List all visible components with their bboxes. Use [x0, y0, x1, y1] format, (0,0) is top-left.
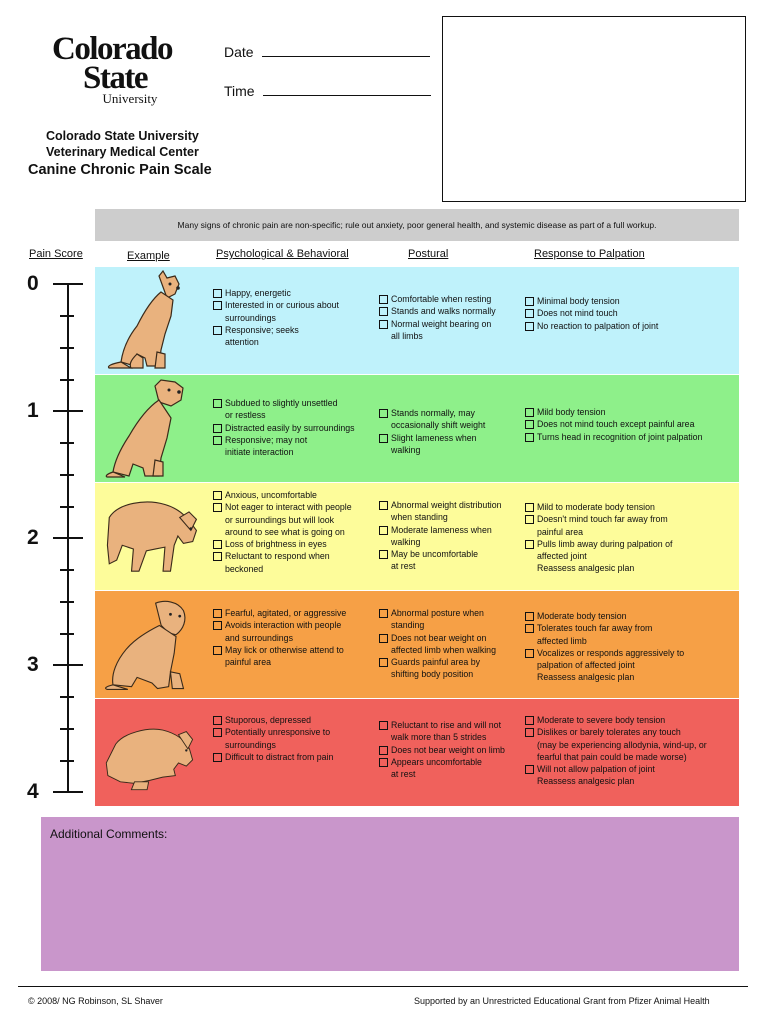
psych-item	[213, 739, 377, 751]
psych-item-text: Potentially unresponsive to	[225, 727, 331, 738]
page-title: Canine Chronic Pain Scale	[28, 162, 212, 178]
pain-band-0	[95, 267, 739, 374]
ruler-minor-tick	[60, 442, 74, 444]
palpation-item-text: Tolerates touch far away from	[537, 623, 653, 634]
palpation-list-4	[525, 714, 735, 788]
checkbox-icon[interactable]	[525, 503, 534, 512]
checkbox-icon[interactable]	[525, 728, 534, 737]
postural-item[interactable]	[379, 632, 525, 644]
checkbox-icon[interactable]	[379, 721, 388, 730]
postural-item[interactable]	[379, 656, 525, 668]
postural-item-text: affected limb when walking	[391, 644, 496, 655]
postural-item-text: Normal weight bearing on	[391, 318, 492, 329]
postural-list-2	[379, 499, 525, 573]
checkbox-icon[interactable]	[213, 552, 222, 561]
postural-item[interactable]	[379, 305, 525, 317]
pain-band-2	[95, 483, 739, 590]
palpation-item[interactable]	[525, 714, 735, 726]
checkbox-icon[interactable]	[213, 728, 222, 737]
psych-list-0	[213, 287, 377, 348]
checkbox-icon[interactable]	[379, 409, 388, 418]
psych-item[interactable]	[213, 726, 377, 738]
psych-item-text: and surroundings	[225, 632, 293, 643]
palpation-item-text: Mild to moderate body tension	[537, 502, 655, 512]
ruler-minor-tick	[60, 696, 74, 698]
header-psych: Psychological & Behavioral	[216, 248, 349, 260]
date-line[interactable]	[262, 56, 430, 57]
psych-list-2	[213, 489, 377, 575]
ruler-major-tick	[53, 664, 83, 666]
postural-item	[379, 668, 525, 680]
postural-item-text: walking	[391, 536, 421, 547]
checkbox-icon[interactable]	[213, 326, 222, 335]
palpation-item[interactable]	[525, 610, 735, 622]
psych-item[interactable]	[213, 324, 377, 336]
palpation-item-text: Moderate body tension	[537, 611, 627, 621]
postural-item-text: Stands and walks normally	[391, 306, 496, 317]
csu-logo	[42, 31, 182, 106]
subdued-dog-illustration	[100, 378, 202, 478]
postural-item[interactable]	[379, 756, 525, 768]
checkbox-icon[interactable]	[213, 289, 222, 298]
palpation-item[interactable]	[525, 295, 735, 307]
postural-list-1	[379, 407, 525, 456]
pain-band-4	[95, 699, 739, 806]
psych-item-text: Responsive; seeks	[225, 324, 299, 335]
checkbox-icon[interactable]	[379, 658, 388, 667]
palpation-item-text: Doesn't mind touch far away from	[537, 514, 668, 525]
additional-comments-box[interactable]	[41, 817, 739, 971]
postural-item-text: Reluctant to rise and will not	[391, 720, 502, 730]
anxious-dog-illustration	[100, 486, 202, 586]
additional-comments-label: Additional Comments:	[50, 827, 168, 841]
palpation-item-text: Reassess analgesic plan	[537, 776, 635, 787]
psych-item-text: Fearful, agitated, or aggressive	[225, 608, 347, 618]
postural-item-text: occasionally shift weight	[391, 420, 486, 431]
postural-item-text: Abnormal weight distribution	[391, 500, 502, 510]
checkbox-icon[interactable]	[379, 501, 388, 510]
checkbox-icon[interactable]	[525, 515, 534, 524]
palpation-item[interactable]	[525, 647, 735, 659]
psych-item-text: Not eager to interact with people	[225, 502, 352, 513]
postural-item-text: standing	[391, 620, 425, 631]
postural-item[interactable]	[379, 293, 525, 305]
psych-item-text: initiate interaction	[225, 447, 294, 458]
checkbox-icon[interactable]	[525, 649, 534, 658]
postural-item[interactable]	[379, 607, 525, 619]
palpation-list-3	[525, 610, 735, 684]
psych-item[interactable]	[213, 422, 377, 434]
postural-item-text: Appears uncomfortable	[391, 756, 482, 767]
postural-item-text: walk more than 5 strides	[391, 732, 487, 743]
time-label: Time	[224, 83, 255, 99]
palpation-item-text: affected joint	[537, 551, 587, 562]
checkbox-icon[interactable]	[525, 540, 534, 549]
postural-item-text: Abnormal posture when	[391, 608, 484, 618]
pain-score-3: 3	[27, 653, 39, 676]
footer-divider	[18, 986, 748, 987]
palpation-item-text: palpation of affected joint	[537, 660, 635, 671]
ruler-minor-tick	[60, 728, 74, 730]
postural-item	[379, 644, 525, 656]
organization	[46, 128, 199, 160]
palpation-item	[525, 550, 735, 562]
palpation-item[interactable]	[525, 418, 735, 430]
psych-item-text: attention	[225, 337, 259, 348]
postural-item-text: when standing	[391, 512, 448, 523]
palpation-item[interactable]	[525, 513, 735, 525]
date-label: Date	[224, 44, 254, 60]
ruler-minor-tick	[60, 474, 74, 476]
palpation-item[interactable]	[525, 622, 735, 634]
postural-item-text: Slight lameness when	[391, 432, 477, 443]
postural-item-text: Moderate lameness when	[391, 524, 492, 535]
org-name: Colorado State University	[46, 129, 199, 143]
psych-item	[213, 514, 377, 526]
palpation-list-0	[525, 295, 735, 332]
postural-item	[379, 731, 525, 743]
psych-list-1	[213, 397, 377, 458]
psych-item-text: or surroundings but will look	[225, 514, 335, 525]
palpation-item[interactable]	[525, 307, 735, 319]
psych-item-text: Distracted easily by surroundings	[225, 422, 355, 433]
palpation-item	[525, 751, 735, 763]
psych-item-text: Difficult to distract from pain	[225, 751, 334, 762]
psych-item[interactable]	[213, 397, 377, 409]
pain-score-2: 2	[27, 526, 39, 549]
palpation-item-text: Reassess analgesic plan	[537, 672, 635, 683]
psych-item[interactable]	[213, 714, 377, 726]
org-center: Veterinary Medical Center	[46, 145, 199, 159]
checkbox-icon[interactable]	[379, 526, 388, 535]
palpation-item	[525, 671, 735, 683]
checkbox-icon[interactable]	[525, 420, 534, 429]
checkbox-icon[interactable]	[213, 753, 222, 762]
fearful-dog-illustration	[100, 594, 202, 694]
psych-item-text: Reluctant to respond when	[225, 551, 330, 562]
checkbox-icon[interactable]	[525, 716, 534, 725]
psych-item-text: Happy, energetic	[225, 288, 291, 298]
postural-item-text: Does not bear weight on	[391, 632, 487, 643]
palpation-item[interactable]	[525, 538, 735, 550]
pain-band-3	[95, 591, 739, 698]
psych-item-text: Interested in or curious about	[225, 300, 339, 311]
ruler-major-tick	[53, 410, 83, 412]
postural-item-text: Stands normally, may	[391, 408, 475, 418]
palpation-item[interactable]	[525, 763, 735, 775]
palpation-item	[525, 739, 735, 751]
postural-item	[379, 511, 525, 523]
postural-item[interactable]	[379, 499, 525, 511]
psych-item[interactable]	[213, 644, 377, 656]
postural-item-text: Comfortable when resting	[391, 294, 492, 304]
psych-item[interactable]	[213, 501, 377, 513]
postural-list-3	[379, 607, 525, 681]
checkbox-icon[interactable]	[213, 609, 222, 618]
psych-item	[213, 446, 377, 458]
checkbox-icon[interactable]	[525, 408, 534, 417]
palpation-item	[525, 562, 735, 574]
checkbox-icon[interactable]	[379, 634, 388, 643]
header-postural: Postural	[408, 248, 449, 260]
psych-item[interactable]	[213, 751, 377, 763]
postural-list-0	[379, 293, 525, 342]
postural-item[interactable]	[379, 719, 525, 731]
psych-item[interactable]	[213, 434, 377, 446]
psych-item-text: beckoned	[225, 563, 264, 574]
postural-item	[379, 619, 525, 631]
psych-item	[213, 656, 377, 668]
postural-item	[379, 768, 525, 780]
palpation-item-text: Dislikes or barely tolerates any touch	[537, 727, 681, 738]
postural-item-text: walking	[391, 444, 421, 455]
psych-item-text: Anxious, uncomfortable	[225, 490, 317, 500]
checkbox-icon[interactable]	[213, 436, 222, 445]
palpation-item[interactable]	[525, 406, 735, 418]
checkbox-icon[interactable]	[379, 295, 388, 304]
ruler-minor-tick	[60, 760, 74, 762]
postural-item-text: Does not bear weight on limb	[391, 744, 505, 755]
palpation-item-text: Will not allow palpation of joint	[537, 764, 655, 775]
palpation-item-text: Pulls limb away during palpation of	[537, 538, 673, 549]
ruler-minor-tick	[60, 347, 74, 349]
postural-item	[379, 330, 525, 342]
ruler-minor-tick	[60, 569, 74, 571]
ruler-major-tick	[53, 791, 83, 793]
psych-item-text: Subdued to slightly unsettled	[225, 398, 338, 408]
palpation-item-text: Turns head in recognition of joint palpation	[537, 431, 703, 442]
checkbox-icon[interactable]	[379, 307, 388, 316]
psych-item	[213, 632, 377, 644]
psych-item-text: Stuporous, depressed	[225, 715, 312, 725]
time-field[interactable]	[224, 83, 431, 99]
palpation-item-text: Minimal body tension	[537, 296, 620, 306]
time-line[interactable]	[263, 95, 431, 96]
postural-item[interactable]	[379, 744, 525, 756]
palpation-list-2	[525, 501, 735, 575]
palpation-list-1	[525, 406, 735, 443]
psych-item-text: Avoids interaction with people	[225, 620, 342, 631]
checkbox-icon[interactable]	[379, 320, 388, 329]
logo-line-2: State	[83, 60, 147, 96]
palpation-item[interactable]	[525, 431, 735, 443]
palpation-item	[525, 659, 735, 671]
ruler-minor-tick	[60, 506, 74, 508]
checkbox-icon[interactable]	[213, 540, 222, 549]
palpation-item-text: Reassess analgesic plan	[537, 563, 635, 574]
checkbox-icon[interactable]	[525, 297, 534, 306]
psych-item-text: surroundings	[225, 739, 276, 750]
checkbox-icon[interactable]	[379, 758, 388, 767]
checkbox-icon[interactable]	[213, 716, 222, 725]
psych-item	[213, 526, 377, 538]
psych-item[interactable]	[213, 489, 377, 501]
postural-item	[379, 419, 525, 431]
palpation-item[interactable]	[525, 501, 735, 513]
psych-item[interactable]	[213, 619, 377, 631]
ruler-major-tick	[53, 283, 83, 285]
postural-item-text: at rest	[391, 561, 416, 572]
psych-list-3	[213, 607, 377, 668]
postural-item-text: all limbs	[391, 330, 423, 341]
checkbox-icon[interactable]	[379, 550, 388, 559]
palpation-item	[525, 775, 735, 787]
header-example: Example	[127, 250, 170, 262]
postural-item-text: shifting body position	[391, 669, 474, 680]
palpation-item-text: painful area	[537, 526, 583, 537]
psych-item-text: painful area	[225, 657, 271, 668]
pain-score-4: 4	[27, 780, 39, 803]
pain-score-0: 0	[27, 272, 39, 295]
checkbox-icon[interactable]	[379, 746, 388, 755]
palpation-item-text: Does not mind touch except painful area	[537, 419, 695, 430]
psych-item[interactable]	[213, 287, 377, 299]
psych-item-text: around to see what is going on	[225, 526, 345, 537]
ruler-minor-tick	[60, 601, 74, 603]
psych-item[interactable]	[213, 538, 377, 550]
palpation-item	[525, 526, 735, 538]
ruler-minor-tick	[60, 633, 74, 635]
footer-copyright: © 2008/ NG Robinson, SL Shaver	[28, 996, 163, 1006]
postural-item[interactable]	[379, 548, 525, 560]
palpation-item-text: (may be experiencing allodynia, wind-up, or	[537, 739, 707, 750]
psych-item-text: Loss of brightness in eyes	[225, 539, 327, 550]
palpation-item[interactable]	[525, 726, 735, 738]
palpation-item-text: Moderate to severe body tension	[537, 715, 666, 725]
patient-label-box[interactable]	[442, 16, 746, 202]
pain-band-1	[95, 375, 739, 482]
psych-item	[213, 409, 377, 421]
psych-item-text: May lick or otherwise attend to	[225, 644, 344, 655]
psych-item[interactable]	[213, 607, 377, 619]
palpation-item-text: Does not mind touch	[537, 308, 618, 319]
palpation-item-text: affected limb	[537, 635, 587, 646]
palpation-item	[525, 635, 735, 647]
psych-list-4	[213, 714, 377, 763]
postural-item-text: Guards painful area by	[391, 657, 480, 668]
happy-dog-illustration	[100, 270, 202, 370]
psych-item[interactable]	[213, 299, 377, 311]
postural-item	[379, 560, 525, 572]
workup-notice	[95, 209, 739, 241]
checkbox-icon[interactable]	[525, 765, 534, 774]
pain-score-1: 1	[27, 399, 39, 422]
postural-list-4	[379, 719, 525, 780]
checkbox-icon[interactable]	[213, 399, 222, 408]
checkbox-icon[interactable]	[379, 609, 388, 618]
checkbox-icon[interactable]	[213, 424, 222, 433]
notice-text: Many signs of chronic pain are non-specific; rule out anxiety, poor general health, and systemic disease as part of a full workup.	[177, 220, 657, 230]
palpation-item-text: No reaction to palpation of joint	[537, 320, 659, 331]
checkbox-icon[interactable]	[525, 322, 534, 331]
logo-line-1: Colorado	[52, 31, 172, 67]
checkbox-icon[interactable]	[525, 624, 534, 633]
palpation-item[interactable]	[525, 320, 735, 332]
postural-item[interactable]	[379, 407, 525, 419]
psych-item-text: Responsive; may not	[225, 434, 308, 445]
logo-line-3: University	[102, 91, 158, 106]
date-field[interactable]	[224, 44, 430, 60]
footer-sponsor: Supported by an Unrestricted Educational Grant from Pfizer Animal Health	[414, 996, 710, 1006]
postural-item	[379, 444, 525, 456]
checkbox-icon[interactable]	[525, 612, 534, 621]
psych-item	[213, 563, 377, 575]
checkbox-icon[interactable]	[213, 301, 222, 310]
ruler-major-tick	[53, 537, 83, 539]
postural-item[interactable]	[379, 318, 525, 330]
checkbox-icon[interactable]	[213, 621, 222, 630]
postural-item-text: May be uncomfortable	[391, 549, 479, 560]
checkbox-icon[interactable]	[525, 433, 534, 442]
psych-item	[213, 312, 377, 324]
psych-item	[213, 336, 377, 348]
checkbox-icon[interactable]	[213, 491, 222, 500]
postural-item[interactable]	[379, 524, 525, 536]
checkbox-icon[interactable]	[213, 503, 222, 512]
postural-item[interactable]	[379, 432, 525, 444]
checkbox-icon[interactable]	[525, 309, 534, 318]
psych-item[interactable]	[213, 550, 377, 562]
header-palpation: Response to Palpation	[534, 248, 645, 260]
checkbox-icon[interactable]	[213, 646, 222, 655]
checkbox-icon[interactable]	[379, 434, 388, 443]
psych-item-text: surroundings	[225, 312, 276, 323]
postural-item	[379, 536, 525, 548]
palpation-item-text: fearful that pain could be made worse)	[537, 751, 687, 762]
header-pain-score: Pain Score	[29, 248, 83, 260]
postural-item-text: at rest	[391, 769, 416, 780]
palpation-item-text: Vocalizes or responds aggressively to	[537, 647, 685, 658]
ruler-minor-tick	[60, 379, 74, 381]
stuporous-dog-illustration	[100, 702, 202, 802]
psych-item-text: or restless	[225, 410, 266, 421]
ruler-minor-tick	[60, 315, 74, 317]
palpation-item-text: Mild body tension	[537, 407, 606, 417]
